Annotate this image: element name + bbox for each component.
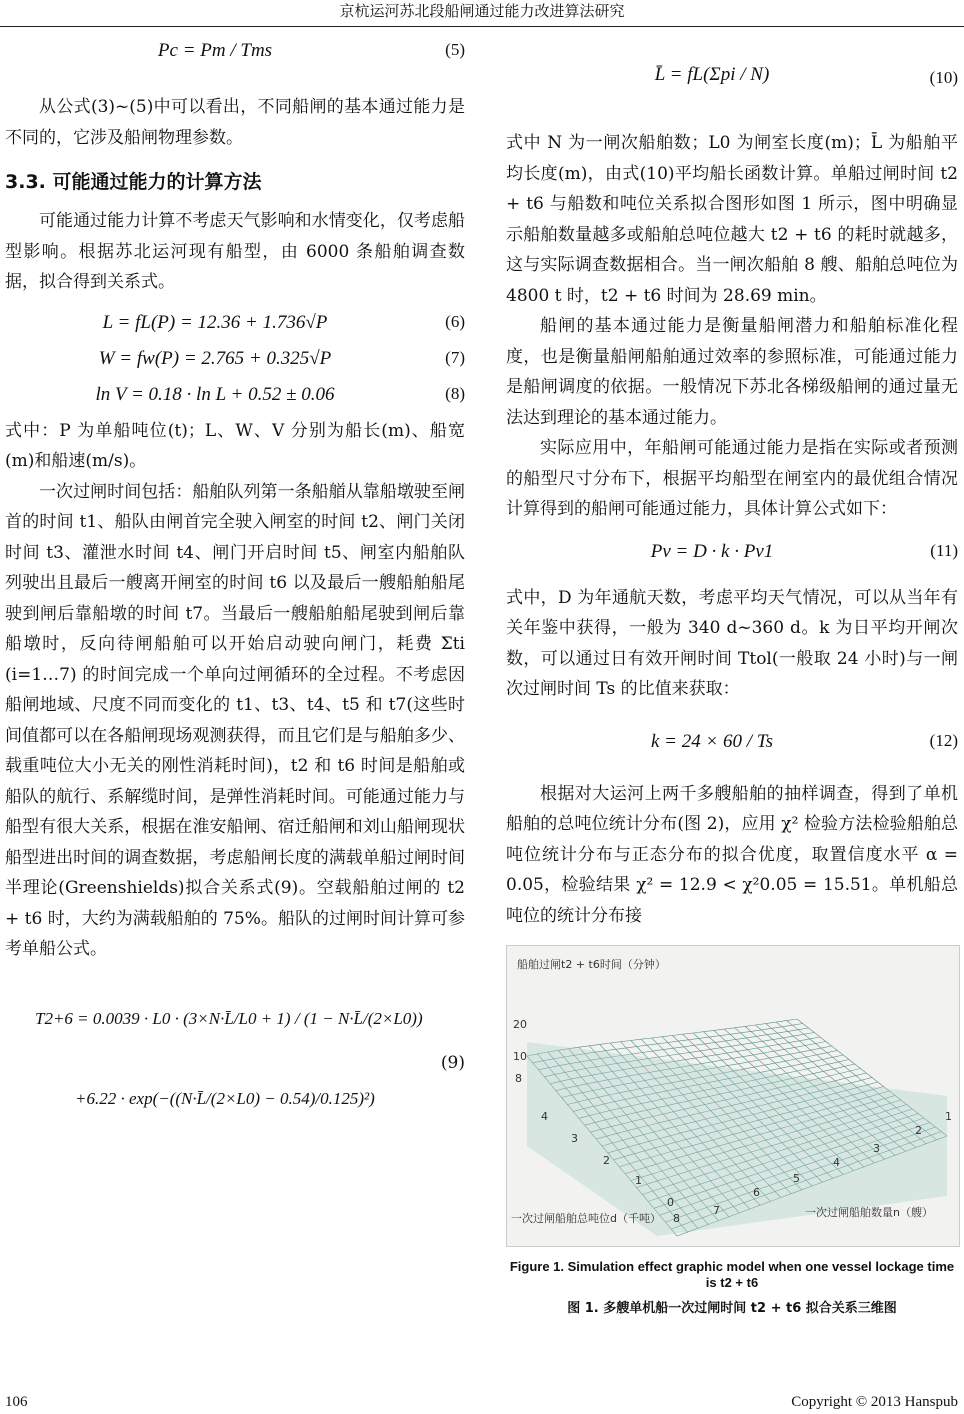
y-tick: 5: [793, 1172, 800, 1185]
equation-6: [5, 308, 465, 344]
equation-10-body: L̄ = fL(Σpi / N): [654, 64, 770, 85]
paragraph: 一次过闸时间包括：船舶队列第一条船艏从靠船墩驶至闸首的时间 t1、船队由闸首完全驶入闸室的时间 t2、闸门关闭时间 t3、灌泄水时间 t4、闸门开启时间 t5、闸室内船舶队列驶出且最后一艘离开闸室的时间 t6 以及最后一艘船舶船尾驶到闸后靠船墩的时间 t7。当最后一艘船舶船尾驶到闸后靠船墩时，反向待闸船舶可以开始启动驶向闸门，耗费 Σti (i=1…7) 的时间完成一个单向过闸循环的全过程。不考虑因船闸地域、尺度不同而变化的 t1、t3、t4、t5 和 t7(这些时间值都可以在各船闸现场观测获得，而且它们是与船舶多少、载重吨位大小无关的刚性消耗时间)，t2 和 t6 时间是船舶或船队的航行、系解缆时间，是弹性消耗时间。可能通过能力与船型有很大关系，根据在淮安船闸、宿迁船闸和刘山船闸现状船型进出时间的调查数据，考虑船闸长度的满载单船过闸时间半理论(Greenshields)拟合关系式(9)。空载船舶过闸的 t2 + t6 时，大约为满载船舶的 75%。船队的过闸时间计算可参考单船公式。: [5, 481, 465, 959]
y-axis-title: 一次过闸船舶数量n（艘）: [805, 1206, 933, 1219]
paragraph: 式中 N 为一闸次船舶数；L0 为闸室长度(m)；L̄ 为船舶平均长度(m)，由式(10)平均船长函数计算。单船过闸时间 t2 + t6 与船数和吨位关系拟合图形如图 1 所示，图中明确显示船舶数量越多或船舶总吨位越大 t2 + t6 的耗时就越多，这与实际调查数据相合。当一闸次船舶 8 艘、船舶总吨位为 4800 t 时，t2 + t6 时间为 28.69 min。: [506, 133, 958, 306]
z-tick: 10: [513, 1050, 527, 1063]
y-tick: 2: [915, 1124, 922, 1137]
equation-6-number: (6): [445, 311, 465, 331]
copyright: Copyright © 2013 Hanspub: [791, 1394, 958, 1410]
x-tick: 8: [515, 1072, 522, 1085]
equation-11-body: Pv = D · k · Pv1: [650, 540, 774, 562]
paragraph: 根据对大运河上两千多艘船舶的抽样调查，得到了单机船舶的总吨位统计分布(图 2)，应用 χ² 检验方法检验船舶总吨位统计分布与正态分布的拟合优度，取置信度水平 α = 0.05，检验结果 χ² = 12.9 < χ²0.05 = 15.51。单机船总吨位的统计分布接: [506, 783, 958, 926]
equation-8-body: ln V = 0.18 · ln L + 0.52 ± 0.06: [95, 383, 335, 405]
y-tick: 4: [833, 1156, 840, 1169]
equation-8-number: (8): [445, 383, 465, 403]
z-axis-title: 船舶过闸t2 + t6时间（分钟）: [517, 958, 666, 971]
equation-11-number: (11): [930, 540, 958, 560]
figure-caption-en: Figure 1. Simulation effect graphic model when one vessel lockage time is t2 + t6: [509, 1259, 955, 1290]
equation-9-number: (9): [440, 1052, 465, 1073]
y-tick: 1: [945, 1110, 952, 1123]
equation-11: [506, 537, 958, 573]
x-tick: 3: [571, 1132, 578, 1145]
left-column: [5, 36, 465, 1149]
equation-9-line1: T2+6 = 0.0039 · L0 · (3×N·L̄/L0 + 1) / (1 − N·L̄/(2×L0)): [35, 1008, 423, 1028]
y-tick: 7: [713, 1204, 720, 1217]
equation-12: [506, 713, 958, 779]
x-axis-title: 一次过闸船舶总吨位d（千吨）: [511, 1212, 661, 1225]
equation-5: [5, 36, 465, 92]
figure-1-3d-surface: [506, 945, 960, 1247]
equation-7: [5, 344, 465, 380]
y-tick: 3: [873, 1142, 880, 1155]
section-heading: 3.3. 可能通过能力的计算方法: [5, 171, 262, 193]
equation-12-number: (12): [929, 730, 958, 750]
equation-8: [5, 380, 465, 416]
x-tick: 4: [541, 1110, 548, 1123]
equation-10: [506, 36, 958, 128]
equation-5-body: Pc = Pm / Tms: [157, 40, 273, 61]
x-tick: 0: [667, 1196, 674, 1209]
right-column: [506, 36, 958, 1316]
page-number: 106: [5, 1394, 28, 1410]
paragraph: 式中：P 为单船吨位(t)；L、W、V 分别为船长(m)、船宽(m)和船速(m/s)。: [5, 420, 465, 471]
equation-7-body: W = fw(P) = 2.765 + 0.325√P: [98, 347, 332, 369]
paragraph: 可能通过能力计算不考虑天气影响和水情变化，仅考虑船型影响。根据苏北运河现有船型，由 6000 条船舶调查数据，拟合得到关系式。: [5, 211, 465, 292]
y-tick: 6: [753, 1186, 760, 1199]
surface-plot: [507, 946, 959, 1246]
equation-9: [5, 979, 465, 1149]
paragraph: 实际应用中，年船闸可能通过能力是指在实际或者预测的船型尺寸分布下，根据平均船型在闸室内的最优组合情况计算得到的船闸可能通过能力，具体计算公式如下：: [506, 438, 958, 519]
equation-7-number: (7): [445, 347, 465, 367]
y-tick: 8: [673, 1212, 680, 1225]
paragraph: 式中，D 为年通航天数，考虑平均天气情况，可以从当年有关年鉴中获得，一般为 340 d~360 d。k 为日平均开闸次数，可以通过日有效开闸时间 Ttol(一般取 24 小时)与一闸次过闸时间 Ts 的比值来获取：: [506, 587, 958, 699]
equation-10-number: (10): [929, 68, 958, 87]
equation-9-line2: +6.22 · exp(−((N·L̄/(2×L0) − 0.54)/0.125)²): [75, 1088, 375, 1108]
figure-caption-zh: 图 1. 多艘单机船一次过闸时间 t2 + t6 拟合关系三维图: [567, 1301, 897, 1316]
z-tick: 20: [513, 1018, 527, 1031]
x-tick: 1: [635, 1174, 642, 1187]
equation-5-number: (5): [445, 40, 465, 59]
x-tick: 2: [603, 1154, 610, 1167]
running-header: 京杭运河苏北段船闸通过能力改进算法研究: [0, 0, 964, 27]
equation-12-body: k = 24 × 60 / Ts: [650, 730, 774, 752]
paragraph: 船闸的基本通过能力是衡量船闸潜力和船舶标准化程度，也是衡量船闸船舶通过效率的参照标准，可能通过能力是船闸调度的依据。一般情况下苏北各梯级船闸的通过量无法达到理论的基本通过能力。: [506, 316, 958, 428]
paragraph: 从公式(3)~(5)中可以看出，不同船闸的基本通过能力是不同的，它涉及船闸物理参数。: [5, 97, 465, 148]
equation-6-body: L = fL(P) = 12.36 + 1.736√P: [102, 311, 328, 333]
